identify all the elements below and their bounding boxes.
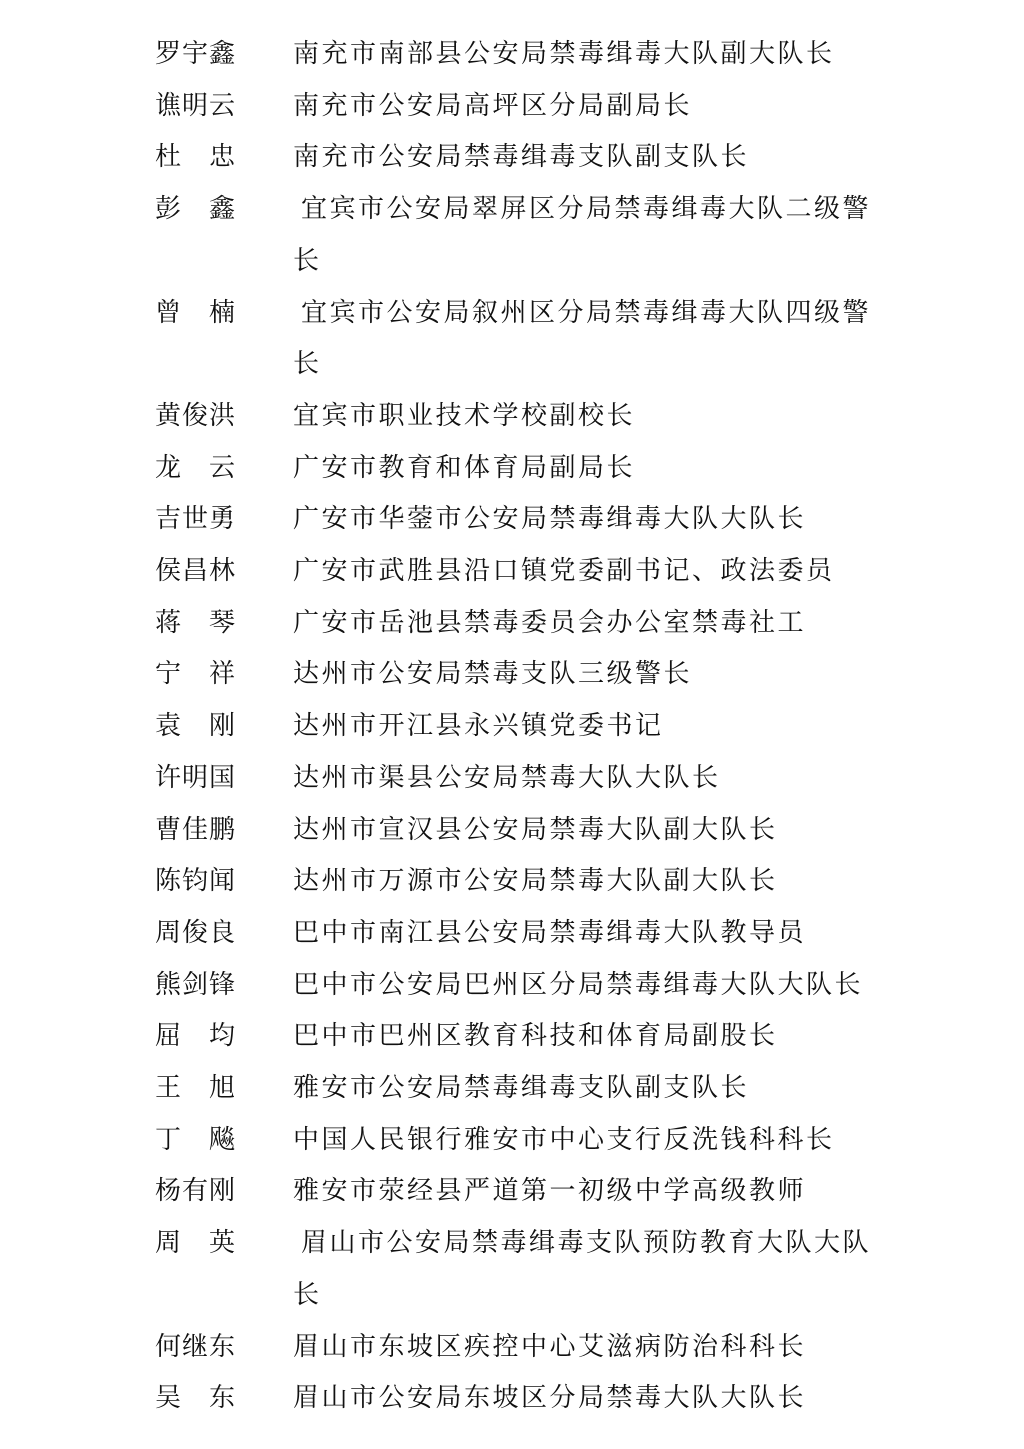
person-title: 巴中市南江县公安局禁毒缉毒大队教导员	[293, 917, 807, 948]
person-title: 眉山市公安局禁毒缉毒支队预防教育大队大队长	[293, 1228, 872, 1310]
person-title: 巴中市巴州区教育科技和体育局副股长	[293, 1021, 778, 1052]
person-title: 宜宾市公安局翠屏区分局禁毒缉毒大队二级警长	[293, 194, 872, 276]
list-item	[155, 856, 875, 908]
person-title: 宜宾市公安局叙州区分局禁毒缉毒大队四级警长	[293, 297, 872, 380]
person-title: 达州市渠县公安局禁毒大队大队长	[293, 762, 721, 793]
list-item	[155, 29, 875, 81]
person-name: 袁 刚	[155, 711, 237, 742]
person-title: 雅安市公安局禁毒缉毒支队副支队长	[293, 1073, 750, 1104]
list-item	[155, 1063, 875, 1115]
person-name: 曹佳鹏	[155, 814, 237, 845]
person-name: 吴 东	[155, 1383, 237, 1414]
list-item	[155, 805, 875, 857]
person-name: 黄俊洪	[155, 400, 237, 431]
person-title: 眉山市东坡区疾控中心艾滋病防治科科长	[293, 1331, 807, 1362]
list-item	[155, 649, 875, 701]
list-item	[155, 132, 875, 184]
list-item	[155, 1115, 875, 1167]
person-title: 南充市公安局高坪区分局副局长	[293, 90, 693, 121]
person-name: 龙 云	[155, 452, 237, 483]
list-item	[155, 598, 875, 650]
person-name: 杨有刚	[155, 1176, 237, 1207]
list-item	[155, 288, 875, 391]
list-item	[155, 753, 875, 805]
person-name: 熊剑锋	[155, 969, 237, 1000]
person-name: 侯昌林	[155, 556, 237, 587]
list-item	[155, 908, 875, 960]
list-item	[155, 1373, 875, 1425]
person-title: 眉山市公安局东坡区分局禁毒大队大队长	[293, 1383, 807, 1414]
list-item	[155, 184, 875, 287]
person-name: 丁 飚	[155, 1124, 237, 1155]
person-title: 广安市华蓥市公安局禁毒缉毒大队大队长	[293, 504, 807, 535]
person-title: 达州市宣汉县公安局禁毒大队副大队长	[293, 814, 778, 845]
list-item	[155, 1218, 875, 1321]
personnel-list	[155, 29, 875, 1425]
person-title: 广安市岳池县禁毒委员会办公室禁毒社工	[293, 607, 807, 638]
person-title: 南充市南部县公安局禁毒缉毒大队副大队长	[293, 39, 835, 69]
person-name: 屈 均	[155, 1021, 237, 1052]
person-title: 巴中市公安局巴州区分局禁毒缉毒大队大队长	[293, 969, 864, 1000]
person-name: 杜 忠	[155, 142, 237, 173]
person-name: 彭 鑫	[155, 194, 237, 225]
person-name: 许明国	[155, 762, 237, 793]
list-item	[155, 81, 875, 133]
person-name: 谯明云	[155, 90, 237, 121]
list-item	[155, 443, 875, 495]
list-item	[155, 1322, 875, 1374]
person-title: 南充市公安局禁毒缉毒支队副支队长	[293, 142, 750, 173]
person-title: 中国人民银行雅安市中心支行反洗钱科科长	[293, 1124, 835, 1155]
person-title: 宜宾市职业技术学校副校长	[293, 400, 636, 431]
list-item	[155, 960, 875, 1012]
person-name: 吉世勇	[155, 504, 237, 535]
person-name: 何继东	[155, 1331, 237, 1362]
person-name: 宁 祥	[155, 659, 237, 690]
person-name: 罗宇鑫	[155, 39, 237, 69]
list-item	[155, 1166, 875, 1218]
list-item	[155, 391, 875, 443]
person-title: 达州市开江县永兴镇党委书记	[293, 711, 664, 742]
person-name: 陈钧闻	[155, 866, 237, 897]
person-name: 周 英	[155, 1228, 237, 1259]
list-item	[155, 494, 875, 546]
person-name: 周俊良	[155, 917, 237, 948]
person-title: 广安市教育和体育局副局长	[293, 452, 636, 483]
list-item	[155, 546, 875, 598]
person-title: 达州市万源市公安局禁毒大队副大队长	[293, 866, 778, 897]
person-name: 蒋 琴	[155, 607, 237, 638]
person-name: 王 旭	[155, 1073, 237, 1104]
list-item	[155, 701, 875, 753]
person-title: 雅安市荥经县严道第一初级中学高级教师	[293, 1176, 807, 1207]
person-title: 达州市公安局禁毒支队三级警长	[293, 659, 693, 690]
person-name: 曾 楠	[155, 297, 237, 328]
list-item	[155, 1011, 875, 1063]
person-title: 广安市武胜县沿口镇党委副书记、政法委员	[293, 556, 835, 587]
